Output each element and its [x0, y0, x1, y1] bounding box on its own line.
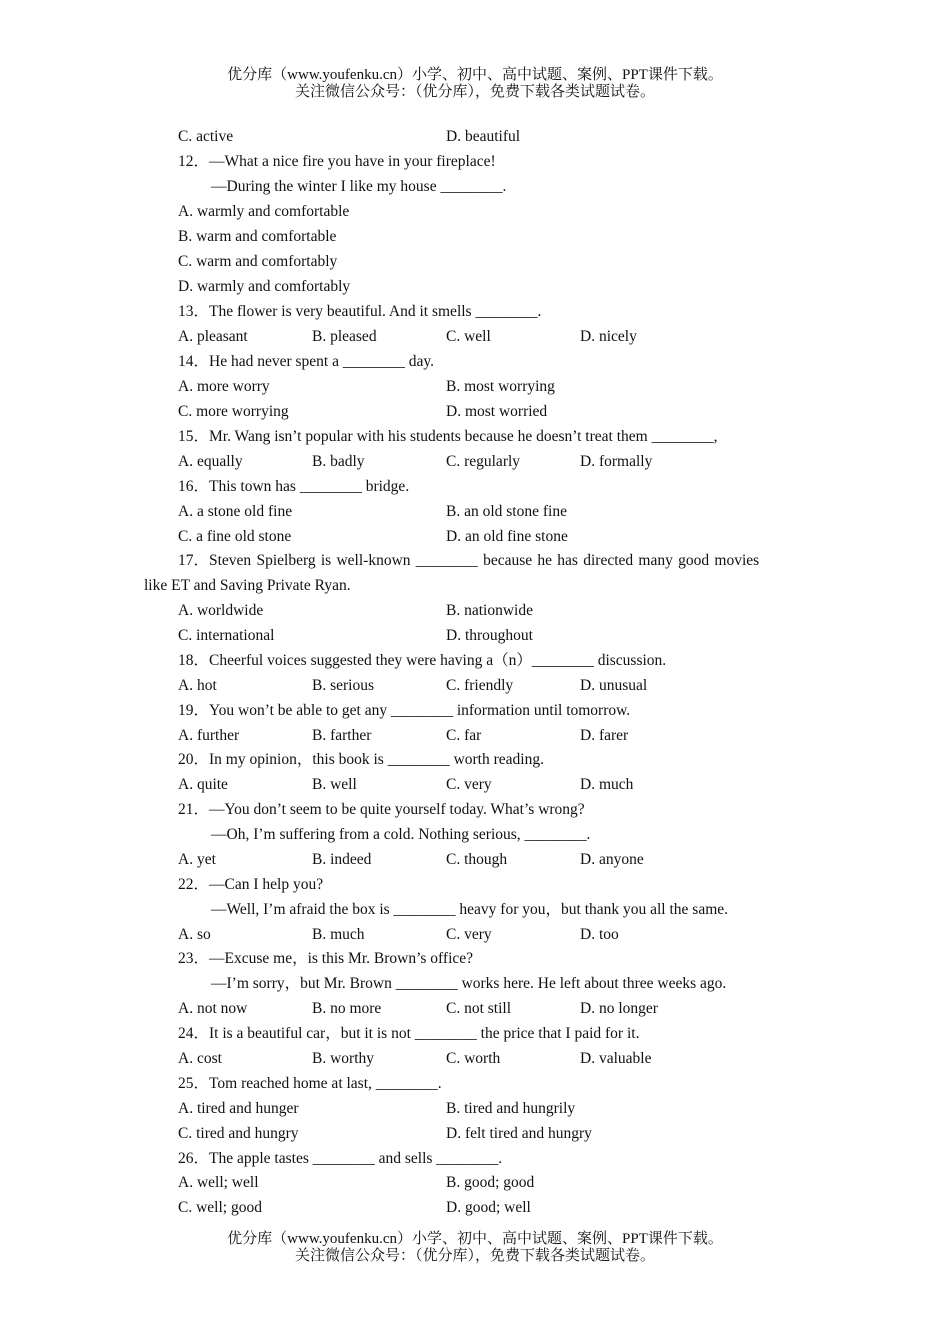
question-17-option-d: D. throughout: [446, 627, 533, 644]
question-25-option-a: A. tired and hunger: [178, 1100, 299, 1117]
question-24-option-d: D. valuable: [580, 1050, 652, 1067]
header-line-2: 关注微信公众号：（优分库），免费下载各类试题试卷。: [294, 84, 655, 100]
question-16-option-d: D. an old fine stone: [446, 528, 568, 545]
question-18-option-d: D. unusual: [580, 677, 648, 694]
question-15-option-b: B. badly: [312, 453, 365, 470]
question-16-option-b: B. an old stone fine: [446, 503, 567, 520]
question-20-option-d: D. much: [580, 776, 634, 793]
question-22-option-a: A. so: [178, 926, 211, 943]
question-12-option-d: D. warmly and comfortably: [178, 278, 351, 295]
question-24-option-a: A. cost: [178, 1050, 222, 1067]
question-14-option-a: A. more worry: [178, 378, 270, 395]
question-20-option-a: A. quite: [178, 776, 228, 793]
question-26-option-b: B. good; good: [446, 1174, 535, 1191]
question-19-stem: 19．You won’t be able to get any ________ information until tomorrow.: [178, 702, 631, 719]
question-13-stem: 13．The flower is very beautiful. And it smells ________.: [178, 303, 542, 320]
question-15-option-d: D. formally: [580, 453, 653, 470]
question-17-stem: 17．Steven Spielberg is well-known ________ because he has directed many good movies: [178, 552, 760, 569]
question-15-stem: 15．Mr. Wang isn’t popular with his students because he doesn’t treat them ________,: [178, 428, 718, 445]
question-19-option-c: C. far: [446, 727, 482, 744]
question-23-option-b: B. no more: [312, 1000, 382, 1017]
question-23-stem: 23．—Excuse me，is this Mr. Brown’s office?: [178, 950, 474, 967]
question-22-reply: —Well, I’m afraid the box is ________ heavy for you，but thank you all the same.: [211, 901, 729, 918]
question-17-stem-cont: like ET and Saving Private Ryan.: [144, 577, 351, 594]
question-20-stem: 20．In my opinion，this book is ________ worth reading.: [178, 751, 544, 768]
option-d: D. beautiful: [446, 128, 521, 145]
question-21-option-d: D. anyone: [580, 851, 644, 868]
question-23-option-a: A. not now: [178, 1000, 248, 1017]
question-25-stem: 25．Tom reached home at last, ________.: [178, 1075, 442, 1092]
question-21-option-b: B. indeed: [312, 851, 372, 868]
question-24-option-b: B. worthy: [312, 1050, 374, 1067]
question-23-option-c: C. not still: [446, 1000, 512, 1017]
question-21-reply: —Oh, I’m suffering from a cold. Nothing serious, ________.: [211, 826, 591, 843]
question-26-stem: 26．The apple tastes ________ and sells ________.: [178, 1150, 503, 1167]
question-18-option-c: C. friendly: [446, 677, 514, 694]
question-26-option-d: D. good; well: [446, 1199, 531, 1216]
question-17-option-c: C. international: [178, 627, 275, 644]
question-18-stem: 18．Cheerful voices suggested they were having a（n）________ discussion.: [178, 652, 667, 669]
question-16-stem: 16．This town has ________ bridge.: [178, 478, 410, 495]
footer-line-1: 优分库（www.youfenku.cn）小学、初中、高中试题、案例、PPT课件下载。: [227, 1231, 723, 1247]
question-21-option-c: C. though: [446, 851, 508, 868]
question-17-option-a: A. worldwide: [178, 602, 264, 619]
question-15-option-a: A. equally: [178, 453, 243, 470]
header-line-1: 优分库（www.youfenku.cn）小学、初中、高中试题、案例、PPT课件下载。: [227, 67, 723, 83]
question-24-option-c: C. worth: [446, 1050, 501, 1067]
question-15-option-c: C. regularly: [446, 453, 521, 470]
question-21-option-a: A. yet: [178, 851, 216, 868]
question-26-option-c: C. well; good: [178, 1199, 262, 1216]
question-16-option-a: A. a stone old fine: [178, 503, 293, 520]
question-12-reply: —During the winter I like my house ________.: [211, 178, 507, 195]
question-13-option-c: C. well: [446, 328, 491, 345]
question-20-option-b: B. well: [312, 776, 357, 793]
question-24-stem: 24．It is a beautiful car，but it is not ________ the price that I paid for it.: [178, 1025, 640, 1042]
option-c: C. active: [178, 128, 234, 145]
question-14-option-c: C. more worrying: [178, 403, 289, 420]
question-14-stem: 14．He had never spent a ________ day.: [178, 353, 434, 370]
question-22-stem: 22．—Can I help you?: [178, 876, 324, 893]
page-header: [0, 67, 950, 101]
question-17-option-b: B. nationwide: [446, 602, 533, 619]
question-14-option-b: B. most worrying: [446, 378, 555, 395]
question-22-option-c: C. very: [446, 926, 492, 943]
question-26-option-a: A. well; well: [178, 1174, 259, 1191]
question-12-option-b: B. warm and comfortable: [178, 228, 337, 245]
footer-line-2: 关注微信公众号：（优分库），免费下载各类试题试卷。: [294, 1248, 655, 1264]
question-13-option-d: D. nicely: [580, 328, 637, 345]
question-23-reply: —I’m sorry，but Mr. Brown ________ works here. He left about three weeks ago.: [211, 975, 727, 992]
question-25-option-b: B. tired and hungrily: [446, 1100, 576, 1117]
question-13-option-a: A. pleasant: [178, 328, 248, 345]
question-13-option-b: B. pleased: [312, 328, 377, 345]
question-12-stem: 12．—What a nice fire you have in your fireplace!: [178, 153, 496, 170]
question-12-option-c: C. warm and comfortably: [178, 253, 338, 270]
question-18-option-a: A. hot: [178, 677, 217, 694]
question-22-option-b: B. much: [312, 926, 365, 943]
question-19-option-d: D. farer: [580, 727, 629, 744]
question-16-option-c: C. a fine old stone: [178, 528, 292, 545]
question-21-stem: 21．—You don’t seem to be quite yourself today. What’s wrong?: [178, 801, 585, 818]
question-18-option-b: B. serious: [312, 677, 374, 694]
question-23-option-d: D. no longer: [580, 1000, 658, 1017]
question-20-option-c: C. very: [446, 776, 492, 793]
question-22-option-d: D. too: [580, 926, 619, 943]
question-12-option-a: A. warmly and comfortable: [178, 203, 350, 220]
question-25-option-d: D. felt tired and hungry: [446, 1125, 592, 1142]
question-19-option-a: A. further: [178, 727, 240, 744]
question-14-option-d: D. most worried: [446, 403, 548, 420]
question-19-option-b: B. farther: [312, 727, 372, 744]
page-footer: [0, 1231, 950, 1265]
question-25-option-c: C. tired and hungry: [178, 1125, 299, 1142]
